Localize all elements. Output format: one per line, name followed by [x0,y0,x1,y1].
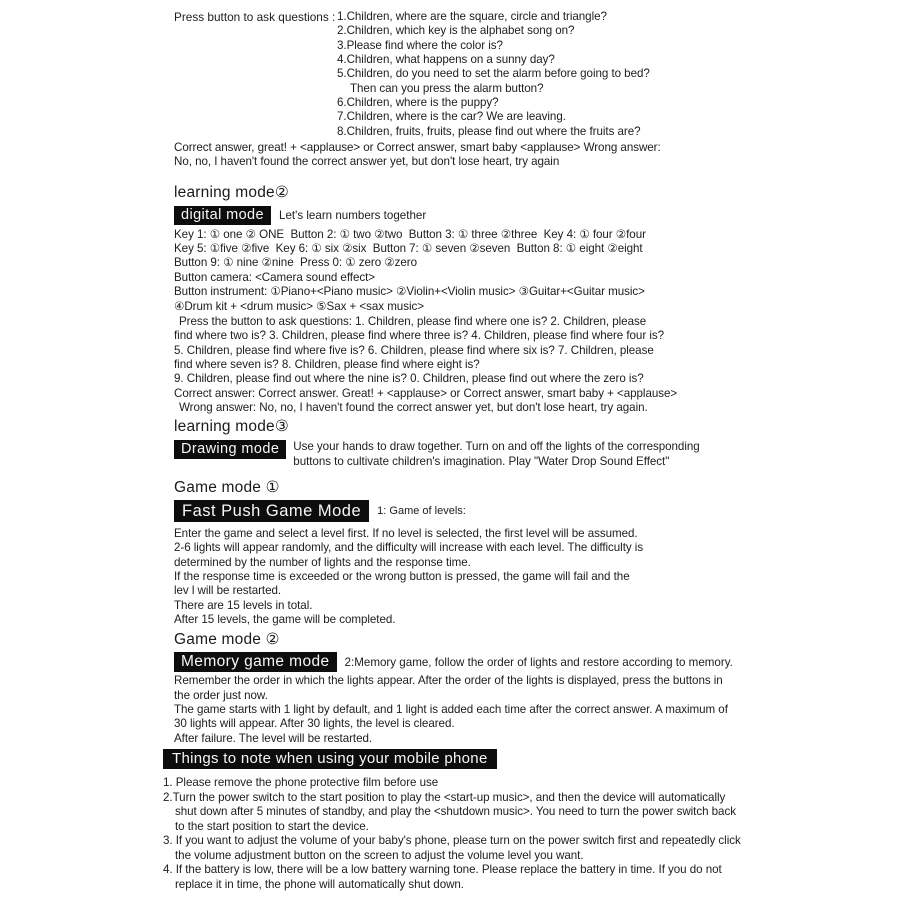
body-line: Enter the game and select a level first. If no level is selected, the first level will be assumed. [174,526,638,540]
body-line: Remember the order in which the lights appear. After the order of the lights is displayed, press the buttons in [174,674,723,688]
body-line: 9. Children, please find out where the nine is? 0. Children, please find out where the zero is? [174,372,644,386]
question-line: 5.Children, do you need to set the alarm before going to bed? [337,67,650,81]
body-line: lev l will be restarted. [174,584,282,598]
body-line: find where seven is? 8. Children, please find where eight is? [174,357,480,371]
fast-push-row [174,500,834,522]
question-line: 1.Children, where are the square, circle and triangle? [337,10,607,23]
feedback-line: No, no, I haven't found the correct answer yet, but don't lose heart, try again [174,155,560,169]
drawing-mode-description [293,440,699,469]
digital-mode-badge: digital mode [174,206,271,225]
section-heading-learning-mode-2: learning mode② [174,183,289,201]
memory-game-mode-badge: Memory game mode [174,652,337,672]
question-line: 3.Please find where the color is? [337,38,503,52]
key-line: Button 9: ① nine ②nine Press 0: ① zero ②zero [174,256,417,270]
question-list [337,10,650,139]
body-line: The game starts with 1 light by default, and 1 light is added each time after the correct answer. A maximum of [174,703,728,717]
section-heading-game-mode-2: Game mode ② [174,631,280,649]
fast-push-game-mode-badge: Fast Push Game Mode [174,500,369,522]
digital-mode-questions-block [174,315,834,415]
drawing-mode-badge: Drawing mode [174,440,286,459]
digital-mode-tagline: Let's learn numbers together [279,208,427,222]
body-line: Correct answer: Correct answer. Great! + <applause> or Correct answer, smart baby + <applause> [174,386,678,400]
body-line: buttons to cultivate children's imagination. Play "Water Drop Sound Effect" [293,454,670,468]
body-line: There are 15 levels in total. [174,598,313,612]
question-line-continuation: Then can you press the alarm button? [350,81,544,95]
body-line: 2-6 lights will appear randomly, and the difficulty will increase with each level. The difficulty is [174,541,644,555]
intro-label: Press button to ask questions : [174,10,336,24]
digital-mode-row [174,206,834,225]
intro-questions-block [174,10,834,139]
body-line: 30 lights will appear. After 30 lights, the level is cleared. [174,717,455,731]
note-line: 4. If the battery is low, there will be a low battery warning tone. Please replace the battery in time. If you do not [163,863,722,877]
section-heading-learning-mode-3: learning mode③ [174,418,289,436]
notes-section [163,749,834,892]
body-line: determined by the number of lights and the response time. [174,555,471,569]
key-line: Button instrument: ①Piano+<Piano music> ②Violin+<Violin music> ③Guitar+<Guitar music> [174,285,645,299]
key-description-block [174,228,834,314]
body-line: After 15 levels, the game will be completed. [174,613,396,626]
note-line: 2.Turn the power switch to the start position to play the <start-up music>, and then the device will automatically [163,790,726,804]
feedback-line: Correct answer, great! + <applause> or Correct answer, smart baby <applause> Wrong answer: [174,141,661,155]
notes-badge: Things to note when using your mobile phone [163,749,497,769]
body-line: Press the button to ask questions: 1. Children, please find where one is? 2. Children, please [179,314,647,328]
body-line: Wrong answer: No, no, I haven't found the correct answer yet, but don't lose heart, try again. [179,400,648,414]
note-line: 3. If you want to adjust the volume of your baby's phone, please turn on the power switch first and repeatedly click [163,834,741,848]
body-line: Use your hands to draw together. Turn on and off the lights of the corresponding [293,440,700,454]
note-line-continuation: shut down after 5 minutes of standby, and play the <shutdown music>. You need to turn the power switch back [175,805,736,819]
notes-list [163,776,834,892]
memory-game-tagline: 2:Memory game, follow the order of lights and restore according to memory. [344,655,733,669]
body-line: 5. Children, please find where five is? 6. Children, please find where six is? 7. Children, please [174,343,654,357]
key-line: Key 5: ①five ②five Key 6: ① six ②six Button 7: ① seven ②seven Button 8: ① eight ②eight [174,242,643,256]
body-line: After failure. The level will be restarted. [174,731,373,745]
body-line: find where two is? 3. Children, please find where three is? 4. Children, please find where four is? [174,329,664,343]
section-heading-game-mode-1: Game mode ① [174,478,280,496]
note-line-continuation: replace it in time, the phone will automatically shut down. [175,877,464,891]
note-line-continuation: to the start position to start the device. [175,819,369,833]
question-line: 2.Children, which key is the alphabet song on? [337,24,575,38]
key-line: Key 1: ① one ② ONE Button 2: ① two ②two Button 3: ① three ②three Key 4: ① four ②four [174,227,646,241]
memory-game-row [174,652,834,672]
memory-game-description-block [174,674,834,746]
key-line: Button camera: <Camera sound effect> [174,270,375,284]
drawing-mode-row [174,440,834,469]
note-line: 1. Please remove the phone protective film before use [163,776,439,790]
question-line: 7.Children, where is the car? We are leaving. [337,110,566,124]
note-line-continuation: the volume adjustment button on the screen to adjust the volume level you want. [175,848,584,862]
question-line: 8.Children, fruits, fruits, please find out where the fruits are? [337,124,641,138]
fast-push-description-block [174,527,834,627]
body-line: If the response time is exceeded or the wrong button is pressed, the game will fail and the [174,569,630,583]
question-line: 6.Children, where is the puppy? [337,96,499,110]
body-line: the order just now. [174,688,268,702]
question-line: 4.Children, what happens on a sunny day? [337,53,555,67]
fast-push-tagline: 1: Game of levels: [377,504,466,517]
key-line: ④Drum kit + <drum music> ⑤Sax + <sax music> [174,299,424,313]
answer-feedback-block [174,141,834,170]
